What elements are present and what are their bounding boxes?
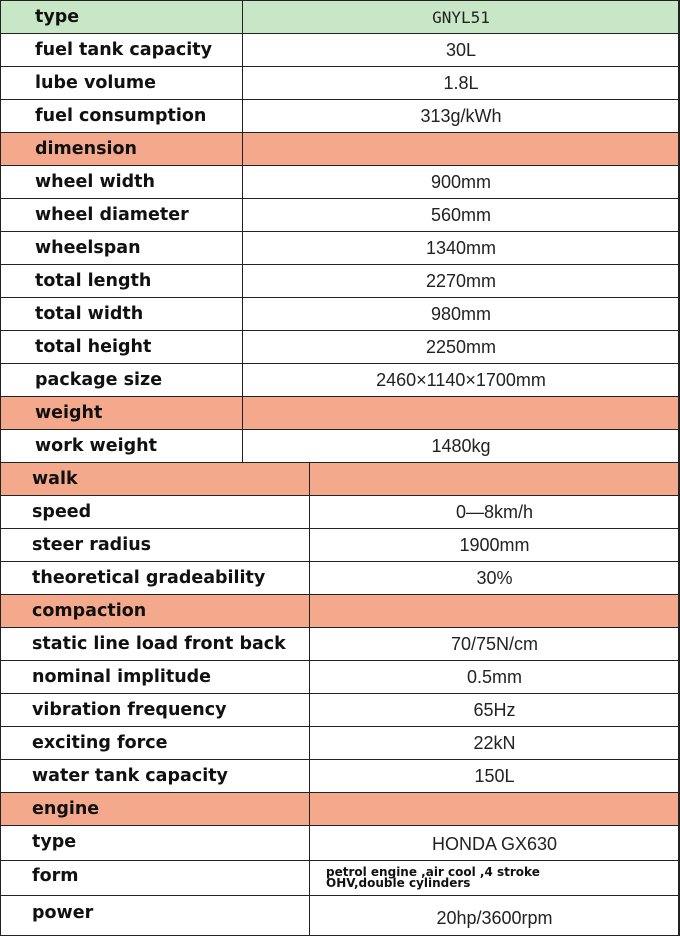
table-row <box>0 759 679 792</box>
table-row <box>0 495 679 528</box>
row-value: 2270mm <box>242 264 679 297</box>
table-row <box>0 825 679 860</box>
row-value: 150L <box>309 759 679 792</box>
table-row <box>0 895 679 936</box>
row-label: wheelspan <box>0 231 242 264</box>
table-row <box>0 33 679 66</box>
section-fill <box>309 792 679 825</box>
table-row <box>0 429 679 462</box>
row-label: nominal implitude <box>0 660 309 693</box>
section-label: weight <box>0 396 242 429</box>
row-value: 1.8L <box>242 66 679 99</box>
row-value: 65Hz <box>309 693 679 726</box>
table-row <box>0 363 679 396</box>
section-label: engine <box>0 792 309 825</box>
section-fill <box>309 462 679 495</box>
table-row <box>0 165 679 198</box>
section-header-compaction <box>0 594 679 627</box>
row-value: 70/75N/cm <box>309 627 679 660</box>
engine-form-line-2: OHV,double cylinders <box>326 876 471 890</box>
section-header-engine <box>0 792 679 825</box>
section-fill <box>242 396 679 429</box>
section-label: dimension <box>0 132 242 165</box>
row-label: steer radius <box>0 528 309 561</box>
section-label: compaction <box>0 594 309 627</box>
row-label: form <box>0 860 309 895</box>
header-row <box>0 0 679 33</box>
row-label: vibration frequency <box>0 693 309 726</box>
table-row <box>0 99 679 132</box>
table-row <box>0 860 679 895</box>
table-row <box>0 66 679 99</box>
model-value: GNYL51 <box>242 0 679 33</box>
section-header-walk <box>0 462 679 495</box>
row-label: speed <box>0 495 309 528</box>
table-row <box>0 231 679 264</box>
table-row <box>0 330 679 363</box>
row-value: HONDA GX630 <box>309 825 679 860</box>
row-value: 22kN <box>309 726 679 759</box>
section-fill <box>309 594 679 627</box>
row-label: work weight <box>0 429 242 462</box>
row-value: 2250mm <box>242 330 679 363</box>
table-row <box>0 660 679 693</box>
row-label: theoretical gradeability <box>0 561 309 594</box>
row-label: power <box>0 895 309 936</box>
section-header-weight <box>0 396 679 429</box>
engine-form-line-1: petrol engine ,air cool ,4 stroke <box>326 865 540 879</box>
row-value <box>309 860 679 895</box>
section-label: walk <box>0 462 309 495</box>
row-label: total width <box>0 297 242 330</box>
table-row <box>0 198 679 231</box>
row-value: 1340mm <box>242 231 679 264</box>
row-value: 20hp/3600rpm <box>309 895 679 936</box>
header-label: type <box>0 0 242 33</box>
row-value: 1900mm <box>309 528 679 561</box>
row-value: 1480kg <box>242 429 679 462</box>
row-label: water tank capacity <box>0 759 309 792</box>
table-row <box>0 726 679 759</box>
row-label: type <box>0 825 309 860</box>
row-label: total height <box>0 330 242 363</box>
table-row <box>0 627 679 660</box>
table-row <box>0 264 679 297</box>
row-label: package size <box>0 363 242 396</box>
row-label: lube volume <box>0 66 242 99</box>
row-value: 560mm <box>242 198 679 231</box>
table-row <box>0 297 679 330</box>
table-row <box>0 561 679 594</box>
row-label: total length <box>0 264 242 297</box>
row-label: fuel consumption <box>0 99 242 132</box>
row-label: exciting force <box>0 726 309 759</box>
row-label: static line load front back <box>0 627 309 660</box>
row-value: 30% <box>309 561 679 594</box>
row-label: fuel tank capacity <box>0 33 242 66</box>
row-value: 2460×1140×1700mm <box>242 363 679 396</box>
row-value: 0—8km/h <box>309 495 679 528</box>
row-value: 313g/kWh <box>242 99 679 132</box>
section-fill <box>242 132 679 165</box>
table-row <box>0 693 679 726</box>
row-value: 900mm <box>242 165 679 198</box>
section-header-dimension <box>0 132 679 165</box>
table-left-border <box>0 0 1 936</box>
table-row <box>0 528 679 561</box>
row-label: wheel diameter <box>0 198 242 231</box>
row-value: 0.5mm <box>309 660 679 693</box>
row-value: 980mm <box>242 297 679 330</box>
row-value: 30L <box>242 33 679 66</box>
row-label: wheel width <box>0 165 242 198</box>
